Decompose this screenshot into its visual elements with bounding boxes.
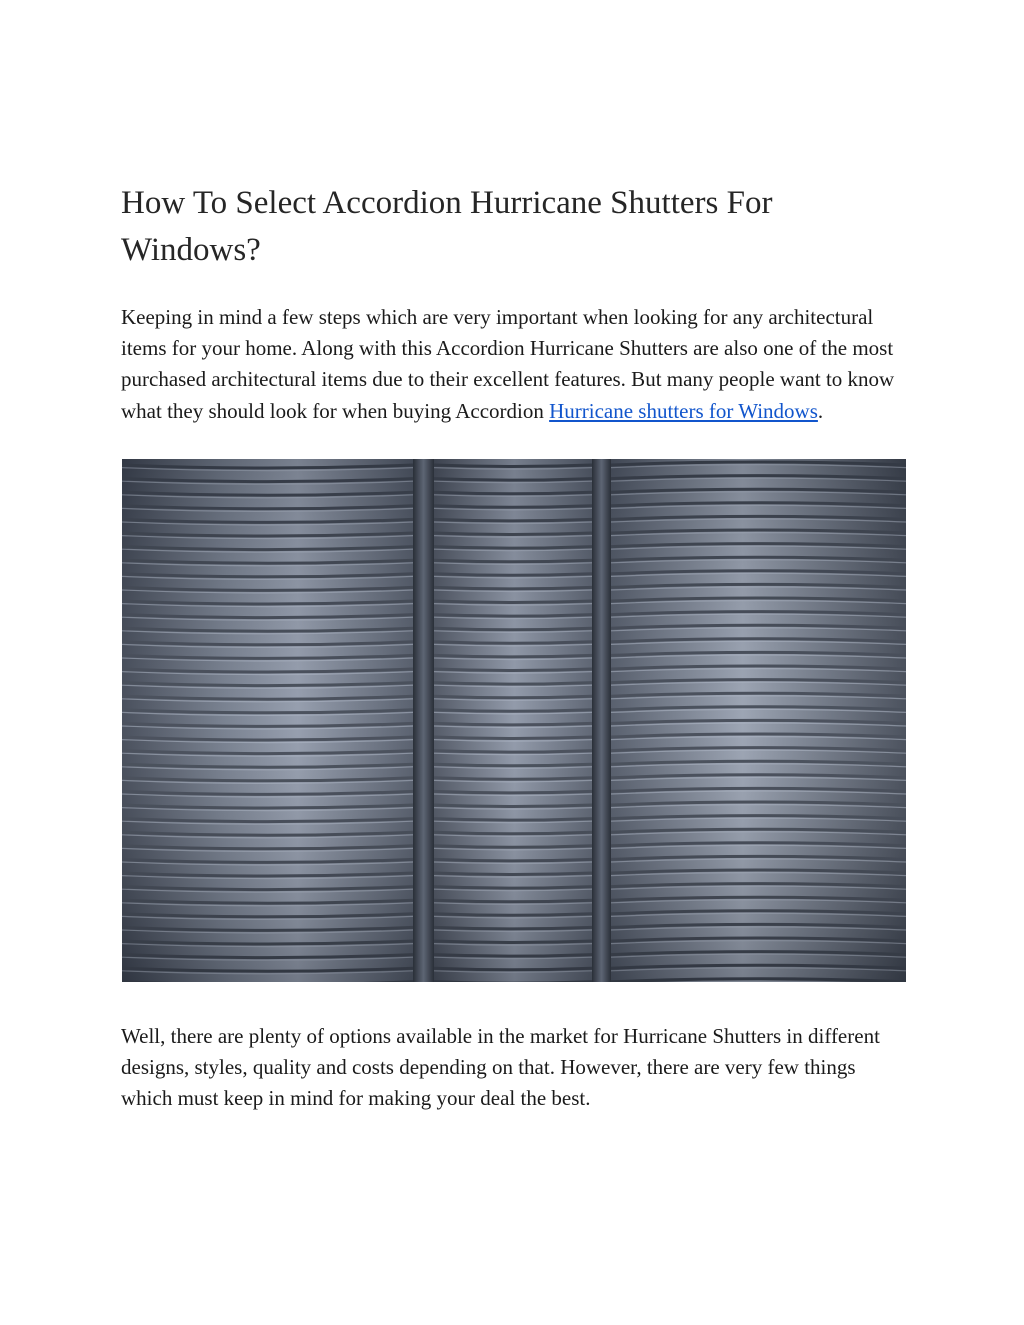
shutter-shading: [122, 459, 906, 982]
hurricane-shutters-link[interactable]: Hurricane shutters for Windows: [549, 398, 818, 423]
intro-period: .: [817, 398, 824, 423]
shutters-photo: [122, 459, 906, 982]
shutters-illustration: [122, 459, 906, 982]
shutter-mullion-left: [413, 459, 434, 982]
options-paragraph: Well, there are plenty of options available in the market for Hurricane Shutters in different designs, styles, quality and costs depending on that. However, there are very few things which must keep in mind for making your deal the best.: [121, 1024, 880, 1111]
intro-text: Keeping in mind a few steps which are very important when looking for any architectural items for your home. Along with this Accordion Hurricane Shutters are also one of the most purchased architectural items due to their excellent features. But many people want to know what they should look for when buying Accordion: [121, 305, 895, 423]
intro-paragraph: [121, 302, 911, 427]
page-title: How To Select Accordion Hurricane Shutters For Windows?: [121, 185, 773, 268]
shutter-mullion-right: [592, 459, 611, 982]
